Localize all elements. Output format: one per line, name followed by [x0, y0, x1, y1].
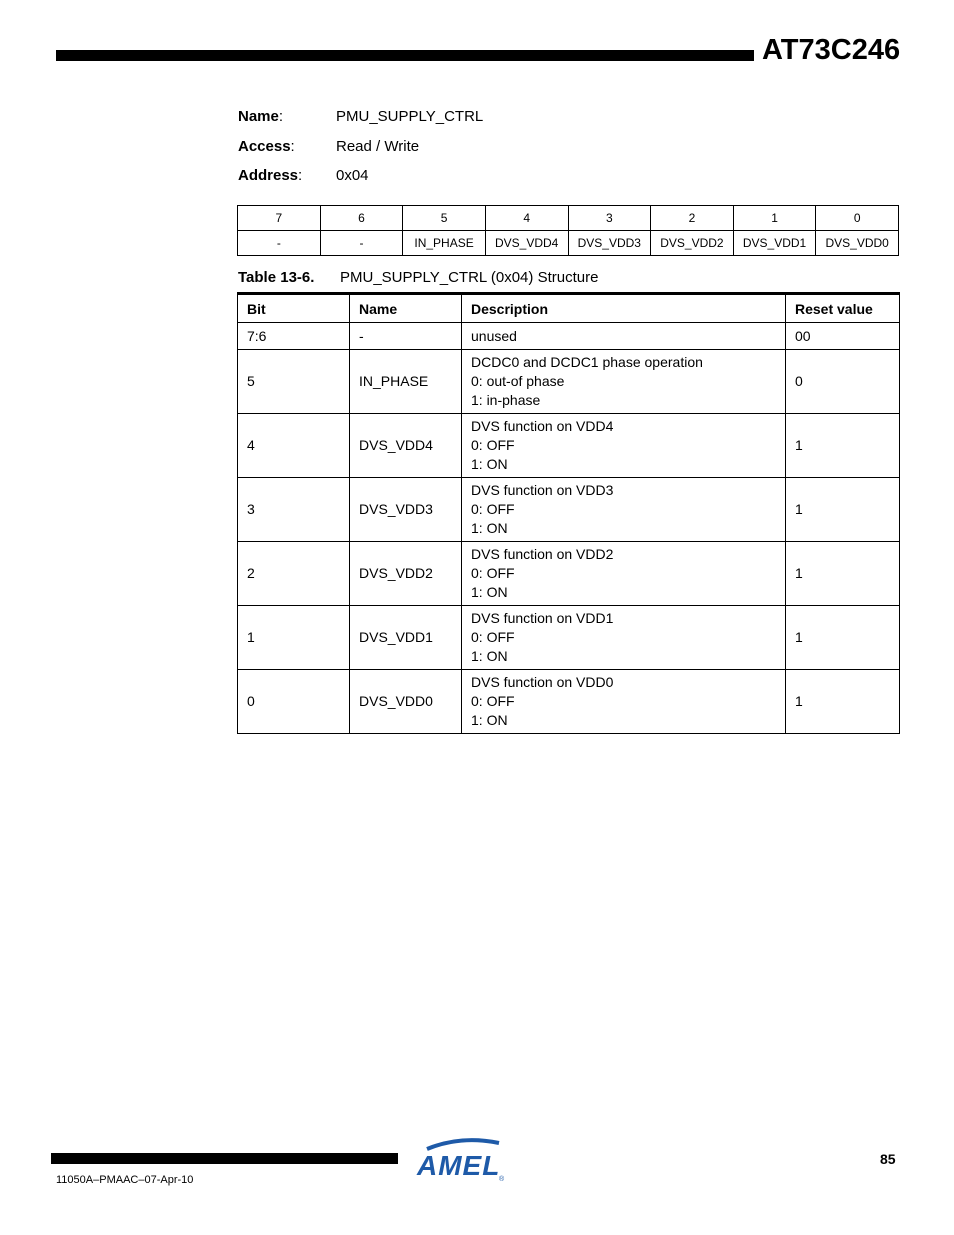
description-line: 0: OFF	[471, 565, 515, 581]
header-description: Description	[462, 294, 786, 323]
description-line: DCDC0 and DCDC1 phase operation	[471, 354, 703, 370]
cell-reset-value: 0	[786, 350, 900, 414]
cell-description	[462, 414, 786, 478]
bit-number-cell: 0	[816, 206, 899, 231]
table-row	[238, 542, 900, 606]
description-line: 0: OFF	[471, 501, 515, 517]
register-access-row: Access: Read / Write	[238, 138, 420, 155]
bit-number-cell: 6	[320, 206, 403, 231]
register-address-row: Address: 0x04	[238, 167, 369, 184]
document-code: 11050A–PMAAC–07-Apr-10	[56, 1174, 194, 1186]
description-line: 0: OFF	[471, 437, 515, 453]
bit-number-cell: 7	[238, 206, 321, 231]
bit-field-cell: DVS_VDD2	[651, 231, 734, 256]
cell-name: -	[350, 323, 462, 350]
bit-number-row	[238, 206, 899, 231]
cell-bit: 0	[238, 670, 350, 734]
cell-name: DVS_VDD0	[350, 670, 462, 734]
bit-field-cell: DVS_VDD3	[568, 231, 651, 256]
description-line: 0: OFF	[471, 629, 515, 645]
description-line: 1: ON	[471, 648, 508, 664]
bit-number-cell: 2	[651, 206, 734, 231]
bit-field-cell: -	[320, 231, 403, 256]
bit-field-cell: -	[238, 231, 321, 256]
atmel-logo	[413, 1137, 509, 1190]
cell-bit: 7:6	[238, 323, 350, 350]
cell-name: DVS_VDD2	[350, 542, 462, 606]
table-row	[238, 323, 900, 350]
header-name: Name	[350, 294, 462, 323]
cell-bit: 3	[238, 478, 350, 542]
description-line: unused	[471, 327, 517, 344]
table-caption-text: PMU_SUPPLY_CTRL (0x04) Structure	[340, 269, 599, 286]
register-access-label: Access	[238, 138, 291, 155]
description-line: DVS function on VDD4	[471, 418, 614, 434]
cell-description	[462, 542, 786, 606]
logo-wordmark: AMEL	[417, 1150, 501, 1181]
header-bit: Bit	[238, 294, 350, 323]
bit-number-cell: 1	[733, 206, 816, 231]
footer-rule	[51, 1153, 398, 1164]
description-line: 1: ON	[471, 456, 508, 472]
cell-name: DVS_VDD4	[350, 414, 462, 478]
table-row	[238, 606, 900, 670]
cell-reset-value: 1	[786, 542, 900, 606]
description-line: 1: ON	[471, 584, 508, 600]
cell-reset-value: 00	[786, 323, 900, 350]
table-row	[238, 414, 900, 478]
register-name-label: Name	[238, 108, 279, 125]
table-row	[238, 670, 900, 734]
cell-name: DVS_VDD3	[350, 478, 462, 542]
register-name-row: Name: PMU_SUPPLY_CTRL	[238, 108, 484, 125]
page-number: 85	[880, 1151, 896, 1167]
bit-field-cell: DVS_VDD0	[816, 231, 899, 256]
table-caption	[238, 269, 599, 286]
table-row	[238, 350, 900, 414]
description-line: DVS function on VDD2	[471, 546, 614, 562]
register-address-label: Address	[238, 167, 299, 184]
cell-description	[462, 606, 786, 670]
cell-bit: 1	[238, 606, 350, 670]
cell-name: IN_PHASE	[350, 350, 462, 414]
bit-field-cell: DVS_VDD4	[485, 231, 568, 256]
register-name-value: PMU_SUPPLY_CTRL	[336, 108, 484, 125]
description-line: DVS function on VDD3	[471, 482, 614, 498]
cell-reset-value: 1	[786, 670, 900, 734]
description-line: DVS function on VDD1	[471, 610, 614, 626]
cell-bit: 4	[238, 414, 350, 478]
description-line: 1: in-phase	[471, 392, 541, 408]
logo-swoosh	[427, 1140, 499, 1149]
cell-bit: 5	[238, 350, 350, 414]
table-caption-number: Table 13-6.	[238, 269, 315, 286]
cell-bit: 2	[238, 542, 350, 606]
register-access-value: Read / Write	[336, 138, 420, 155]
cell-description	[462, 350, 786, 414]
bit-field-cell: IN_PHASE	[403, 231, 486, 256]
bit-number-cell: 3	[568, 206, 651, 231]
bit-field-cell: DVS_VDD1	[733, 231, 816, 256]
cell-description	[462, 323, 786, 350]
bit-layout-table	[237, 205, 899, 256]
header-rule	[56, 50, 754, 61]
bit-number-cell: 5	[403, 206, 486, 231]
cell-description	[462, 478, 786, 542]
table-header-row	[238, 294, 900, 323]
bit-field-row	[238, 231, 899, 256]
description-line: 1: ON	[471, 520, 508, 536]
description-line: 0: OFF	[471, 693, 515, 709]
document-title: AT73C246	[762, 34, 901, 66]
bit-number-cell: 4	[485, 206, 568, 231]
description-line: 0: out-of phase	[471, 373, 565, 389]
registered-mark-icon: ®	[499, 1176, 505, 1183]
cell-description	[462, 670, 786, 734]
atmel-logo-graphic	[413, 1137, 509, 1185]
description-line: DVS function on VDD0	[471, 674, 614, 690]
description-line: 1: ON	[471, 712, 508, 728]
cell-reset-value: 1	[786, 606, 900, 670]
register-structure-table	[237, 292, 900, 734]
cell-reset-value: 1	[786, 478, 900, 542]
cell-reset-value: 1	[786, 414, 900, 478]
register-address-value: 0x04	[336, 167, 369, 184]
header-reset-value: Reset value	[786, 294, 900, 323]
table-row	[238, 478, 900, 542]
cell-name: DVS_VDD1	[350, 606, 462, 670]
